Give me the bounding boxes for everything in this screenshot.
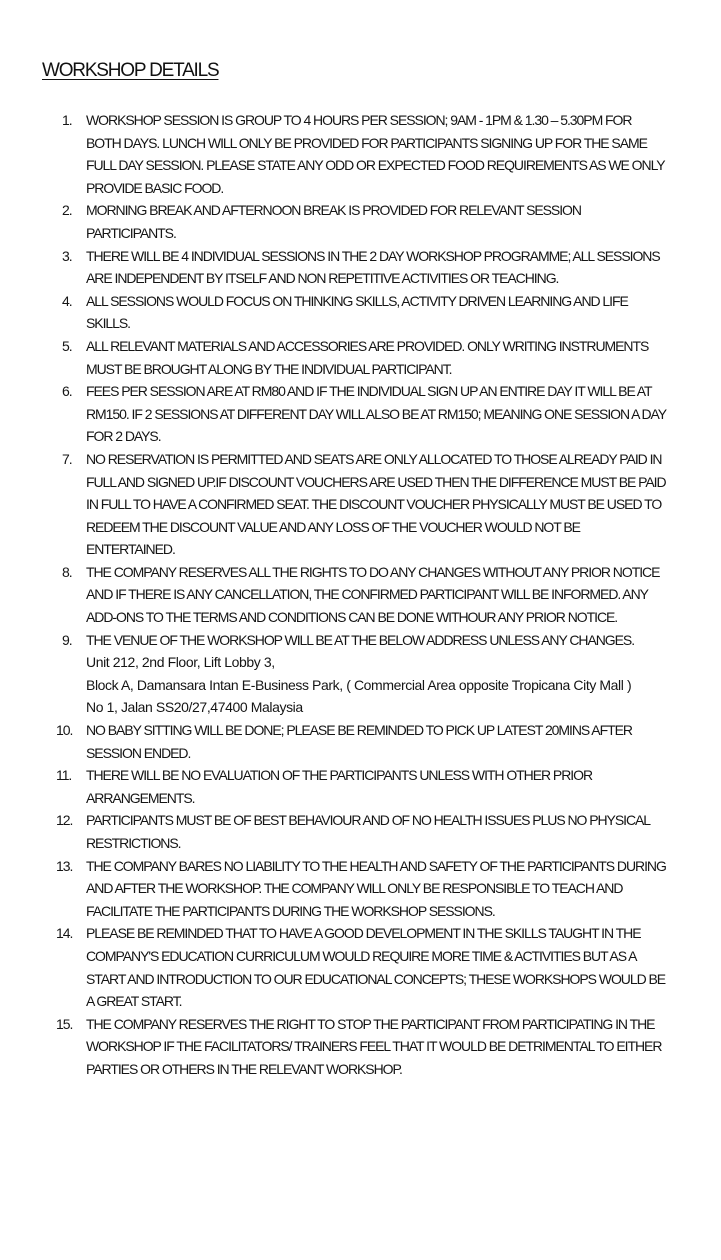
list-item [56, 199, 666, 244]
item-number: 4. [62, 292, 72, 309]
item-text: MORNING BREAK AND AFTERNOON BREAK IS PROVIDED FOR RELEVANT SESSION PARTICIPANTS. [86, 202, 581, 241]
list-item [56, 245, 666, 290]
item-number: 2. [62, 202, 72, 219]
item-text: ALL SESSIONS WOULD FOCUS ON THINKING SKILLS, ACTIVITY DRIVEN LEARNING AND LIFE SKILLS. [86, 292, 628, 332]
item-number: 10. [56, 722, 73, 739]
list-item [56, 561, 666, 629]
item-number: 9. [62, 631, 72, 648]
item-text: FEES PER SESSION ARE AT RM80 AND IF THE INDIVIDUAL SIGN UP AN ENTIRE DAY IT WILL BE AT RM150. IF 2 SESSIONS AT DIFFERENT DAY WILL ALSO BE AT RM150; MEANING ONE SESSION A DAY FOR 2 DAYS. [86, 383, 666, 445]
item-number: 7. [62, 450, 72, 467]
item-text: THE VENUE OF THE WORKSHOP WILL BE AT THE BELOW ADDRESS UNLESS ANY CHANGES. [86, 631, 635, 648]
venue-address-line-3: No 1, Jalan SS20/27,47400 Malaysia [86, 699, 303, 716]
list-item [56, 380, 666, 448]
item-text: NO RESERVATION IS PERMITTED AND SEATS ARE ONLY ALLOCATED TO THOSE ALREADY PAID IN FULL AND SIGNED UP.IF DISCOUNT VOUCHERS ARE USED THEN THE DIFFERENCE MUST BE PAID IN FULL TO HAVE A CONFIRMED SEAT. THE DISCOUNT VOUCHER PHYSICALLY MUST BE USED TO REDEEM THE DISCOUNT VALUE AND ANY LOSS OF THE VOUCHER WOULD NOT BE ENTERTAINED. [86, 450, 666, 558]
item-number: 5. [62, 337, 72, 354]
item-number: 14. [56, 925, 73, 942]
list-item [56, 719, 666, 764]
item-text: PARTICIPANTS MUST BE OF BEST BEHAVIOUR AND OF NO HEALTH ISSUES PLUS NO PHYSICAL RESTRICTIONS. [86, 812, 650, 851]
list-item [56, 335, 666, 380]
item-text: THE COMPANY BARES NO LIABILITY TO THE HEALTH AND SAFETY OF THE PARTICIPANTS DURING AND AFTER THE WORKSHOP. THE COMPANY WILL ONLY BE RESPONSIBLE TO TEACH AND FACILITATE THE PARTICIPANTS DURING THE WORKSHOP SESSIONS. [86, 857, 666, 919]
list-item [56, 809, 666, 854]
item-text: NO BABY SITTING WILL BE DONE; PLEASE BE REMINDED TO PICK UP LATEST 20MINS AFTER SESSION ENDED. [86, 722, 632, 761]
list-item [56, 855, 666, 923]
item-text: THERE WILL BE 4 INDIVIDUAL SESSIONS IN THE 2 DAY WORKSHOP PROGRAMME; ALL SESSIONS ARE INDEPENDENT BY ITSELF AND NON REPETITIVE ACTIVITIES OR TEACHING. [86, 247, 660, 287]
item-number: 3. [62, 247, 72, 264]
list-item [56, 290, 666, 335]
item-text: THE COMPANY RESERVES THE RIGHT TO STOP THE PARTICIPANT FROM PARTICIPATING IN THE WORKSHOP IF THE FACILITATORS/ TRAINERS FEEL THAT IT WOULD BE DETRIMENTAL TO EITHER PARTIES OR OTHERS IN THE RELEVANT WORKSHOP. [86, 1015, 662, 1077]
item-text: ALL RELEVANT MATERIALS AND ACCESSORIES ARE PROVIDED. ONLY WRITING INSTRUMENTS MUST BE BROUGHT ALONG BY THE INDIVIDUAL PARTICIPANT. [86, 337, 649, 377]
list-item [56, 922, 666, 1012]
item-number: 13. [56, 857, 73, 874]
item-text: WORKSHOP SESSION IS GROUP TO 4 HOURS PER SESSION; 9AM - 1PM & 1.30 – 5.30PM FOR BOTH DAYS. LUNCH WILL ONLY BE PROVIDED FOR PARTICIPANTS SIGNING UP FOR THE SAME FULL DAY SESSION. PLEASE STATE ANY ODD OR EXPECTED FOOD REQUIREMENTS AS WE ONLY PROVIDE BASIC FOOD. [86, 112, 665, 196]
item-number: 12. [56, 812, 73, 829]
item-number: 8. [62, 563, 72, 580]
list-item [56, 1013, 666, 1081]
item-number: 1. [62, 112, 72, 128]
terms-list [56, 109, 666, 1081]
item-number: 6. [62, 383, 72, 400]
list-item [56, 109, 666, 199]
venue-address-line-2: Block A, Damansara Intan E-Business Park, ( Commercial Area opposite Tropicana City Mall ) [86, 676, 632, 693]
list-item [56, 448, 666, 561]
item-number: 15. [56, 1015, 73, 1032]
item-text: PLEASE BE REMINDED THAT TO HAVE A GOOD DEVELOPMENT IN THE SKILLS TAUGHT IN THE COMPANY'S EDUCATION CURRICULUM WOULD REQUIRE MORE TIME & ACTIVITIES BUT AS A START AND INTRODUCTION TO OUR EDUCATIONAL CONCEPTS; THESE WORKSHOPS WOULD BE A GREAT START. [86, 925, 666, 1010]
item-number: 11. [56, 767, 72, 784]
venue-address-line-1: Unit 212, 2nd Floor, Lift Lobby 3, [86, 654, 275, 671]
item-text: THE COMPANY RESERVES ALL THE RIGHTS TO DO ANY CHANGES WITHOUT ANY PRIOR NOTICE AND IF THERE IS ANY CANCELLATION, THE CONFIRMED PARTICIPANT WILL BE INFORMED. ANY ADD-ONS TO THE TERMS AND CONDITIONS CAN BE DONE WITHOUR ANY PRIOR NOTICE. [86, 563, 660, 626]
list-item [56, 629, 666, 719]
item-text: THERE WILL BE NO EVALUATION OF THE PARTICIPANTS UNLESS WITH OTHER PRIOR ARRANGEMENTS. [86, 767, 593, 806]
page-title: WORKSHOP DETAILS [42, 60, 219, 81]
list-item [56, 764, 666, 809]
